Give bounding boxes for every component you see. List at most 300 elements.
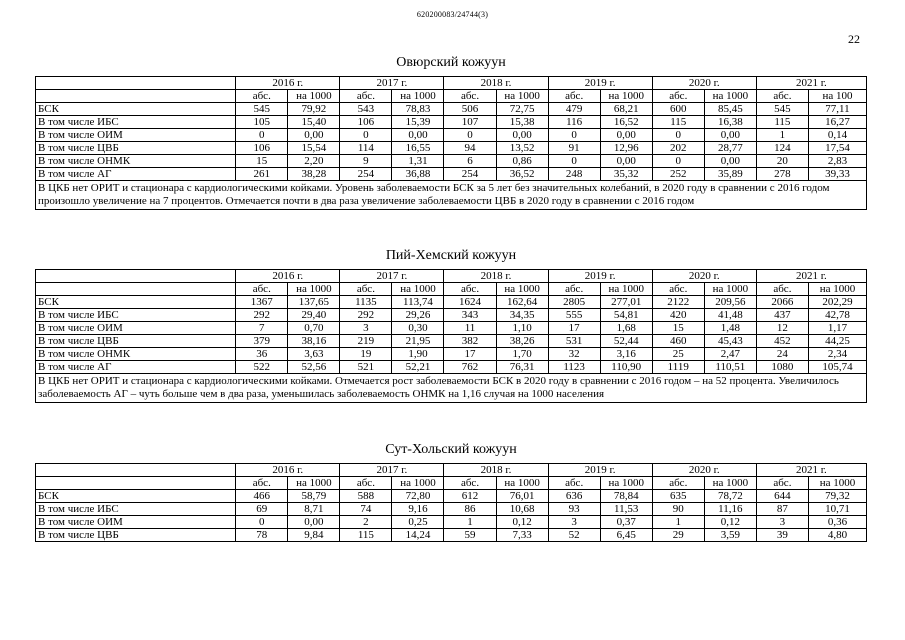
value-cell: 2,83: [808, 155, 866, 168]
subheader-cell: абс.: [444, 283, 496, 296]
value-cell: 72,80: [392, 490, 444, 503]
value-cell: 0: [444, 129, 496, 142]
value-cell: 1367: [236, 296, 288, 309]
value-cell: 0,00: [600, 129, 652, 142]
corner-cell: [36, 283, 236, 296]
value-cell: 0,00: [288, 129, 340, 142]
value-cell: 74: [340, 503, 392, 516]
table-row: [36, 335, 867, 348]
value-cell: 52,44: [600, 335, 652, 348]
value-cell: 1119: [652, 361, 704, 374]
table-row: [36, 296, 867, 309]
value-cell: 115: [652, 116, 704, 129]
value-cell: 2: [340, 516, 392, 529]
value-cell: 545: [236, 103, 288, 116]
value-cell: 17: [548, 322, 600, 335]
subheader-row: [36, 283, 867, 296]
value-cell: 379: [236, 335, 288, 348]
value-cell: 15,54: [288, 142, 340, 155]
value-cell: 460: [652, 335, 704, 348]
value-cell: 38,16: [288, 335, 340, 348]
row-label: В том числе ОНМК: [36, 155, 236, 168]
value-cell: 29,40: [288, 309, 340, 322]
value-cell: 0,12: [704, 516, 756, 529]
document-id: 620200083/24744(3): [416, 10, 489, 19]
subheader-cell: на 1000: [288, 283, 340, 296]
year-header: 2018 г.: [444, 77, 548, 90]
value-cell: 90: [652, 503, 704, 516]
stats-table: [35, 463, 867, 542]
section-title: Сут-Хольский кожуун: [385, 442, 517, 457]
year-header: 2016 г.: [236, 270, 340, 283]
value-cell: 1,17: [808, 322, 866, 335]
section-sut-khol: [35, 441, 867, 542]
value-cell: 11,53: [600, 503, 652, 516]
value-cell: 209,56: [704, 296, 756, 309]
value-cell: 19: [340, 348, 392, 361]
value-cell: 12,96: [600, 142, 652, 155]
value-cell: 35,32: [600, 168, 652, 181]
value-cell: 39,33: [808, 168, 866, 181]
value-cell: 543: [340, 103, 392, 116]
value-cell: 1,10: [496, 322, 548, 335]
value-cell: 34,35: [496, 309, 548, 322]
value-cell: 0,86: [496, 155, 548, 168]
value-cell: 8,71: [288, 503, 340, 516]
subheader-cell: на 1000: [392, 283, 444, 296]
year-header: 2018 г.: [444, 270, 548, 283]
subheader-cell: на 1000: [704, 283, 756, 296]
value-cell: 110,90: [600, 361, 652, 374]
value-cell: 68,21: [600, 103, 652, 116]
note-row: [36, 181, 867, 210]
value-cell: 17,54: [808, 142, 866, 155]
value-cell: 78,72: [704, 490, 756, 503]
value-cell: 555: [548, 309, 600, 322]
table-row: [36, 309, 867, 322]
value-cell: 0,36: [808, 516, 866, 529]
value-cell: 0: [236, 129, 288, 142]
value-cell: 42,78: [808, 309, 866, 322]
year-header: 2021 г.: [756, 270, 866, 283]
year-header: 2021 г.: [756, 464, 866, 477]
corner-cell: [36, 90, 236, 103]
value-cell: 45,43: [704, 335, 756, 348]
row-label: В том числе АГ: [36, 168, 236, 181]
value-cell: 105: [236, 116, 288, 129]
value-cell: 1: [444, 516, 496, 529]
value-cell: 79,92: [288, 103, 340, 116]
row-label: БСК: [36, 490, 236, 503]
value-cell: 1,68: [600, 322, 652, 335]
value-cell: 41,48: [704, 309, 756, 322]
subheader-cell: на 1000: [496, 90, 548, 103]
value-cell: 6,45: [600, 529, 652, 542]
subheader-cell: на 1000: [392, 477, 444, 490]
subheader-cell: на 1000: [808, 477, 866, 490]
row-label: БСК: [36, 103, 236, 116]
year-header: 2016 г.: [236, 77, 340, 90]
table-row: [36, 490, 867, 503]
subheader-cell: на 1000: [808, 283, 866, 296]
value-cell: 25: [652, 348, 704, 361]
value-cell: 9: [340, 155, 392, 168]
value-cell: 635: [652, 490, 704, 503]
table-row: [36, 348, 867, 361]
value-cell: 3: [548, 516, 600, 529]
subheader-cell: абс.: [548, 283, 600, 296]
row-label: В том числе АГ: [36, 361, 236, 374]
value-cell: 0,00: [496, 129, 548, 142]
value-cell: 32: [548, 348, 600, 361]
subheader-cell: абс.: [444, 477, 496, 490]
value-cell: 0,25: [392, 516, 444, 529]
value-cell: 522: [236, 361, 288, 374]
value-cell: 0,37: [600, 516, 652, 529]
value-cell: 76,01: [496, 490, 548, 503]
value-cell: 644: [756, 490, 808, 503]
section-title: Пий-Хемский кожуун: [385, 248, 517, 263]
value-cell: 58,79: [288, 490, 340, 503]
value-cell: 2805: [548, 296, 600, 309]
value-cell: 36,52: [496, 168, 548, 181]
value-cell: 115: [756, 116, 808, 129]
value-cell: 106: [236, 142, 288, 155]
value-cell: 636: [548, 490, 600, 503]
value-cell: 0,70: [288, 322, 340, 335]
value-cell: 261: [236, 168, 288, 181]
value-cell: 2,34: [808, 348, 866, 361]
value-cell: 69: [236, 503, 288, 516]
value-cell: 14,24: [392, 529, 444, 542]
value-cell: 1,48: [704, 322, 756, 335]
value-cell: 600: [652, 103, 704, 116]
corner-cell: [36, 270, 236, 283]
value-cell: 588: [340, 490, 392, 503]
year-header: 2018 г.: [444, 464, 548, 477]
value-cell: 254: [340, 168, 392, 181]
value-cell: 9,84: [288, 529, 340, 542]
value-cell: 38,26: [496, 335, 548, 348]
value-cell: 72,75: [496, 103, 548, 116]
value-cell: 252: [652, 168, 704, 181]
value-cell: 7,33: [496, 529, 548, 542]
subheader-cell: на 1000: [704, 90, 756, 103]
subheader-cell: абс.: [652, 90, 704, 103]
value-cell: 420: [652, 309, 704, 322]
year-header: 2019 г.: [548, 464, 652, 477]
value-cell: 78,83: [392, 103, 444, 116]
value-cell: 3,16: [600, 348, 652, 361]
year-header: 2017 г.: [340, 270, 444, 283]
year-header: 2020 г.: [652, 270, 756, 283]
year-header: 2020 г.: [652, 464, 756, 477]
value-cell: 91: [548, 142, 600, 155]
year-header: 2021 г.: [756, 77, 866, 90]
subheader-cell: на 1000: [288, 477, 340, 490]
value-cell: 531: [548, 335, 600, 348]
subheader-cell: на 1000: [288, 90, 340, 103]
value-cell: 4,80: [808, 529, 866, 542]
value-cell: 9,16: [392, 503, 444, 516]
subheader-cell: абс.: [236, 477, 288, 490]
value-cell: 76,31: [496, 361, 548, 374]
value-cell: 0,30: [392, 322, 444, 335]
year-header: 2016 г.: [236, 464, 340, 477]
value-cell: 77,11: [808, 103, 866, 116]
value-cell: 16,55: [392, 142, 444, 155]
value-cell: 0: [340, 129, 392, 142]
value-cell: 15: [652, 322, 704, 335]
value-cell: 78: [236, 529, 288, 542]
subheader-row: [36, 477, 867, 490]
subheader-cell: абс.: [756, 90, 808, 103]
value-cell: 15: [236, 155, 288, 168]
value-cell: 28,77: [704, 142, 756, 155]
value-cell: 0: [236, 516, 288, 529]
value-cell: 39: [756, 529, 808, 542]
value-cell: 466: [236, 490, 288, 503]
value-cell: 219: [340, 335, 392, 348]
value-cell: 36: [236, 348, 288, 361]
value-cell: 1080: [756, 361, 808, 374]
note-row: [36, 374, 867, 403]
value-cell: 452: [756, 335, 808, 348]
value-cell: 115: [340, 529, 392, 542]
subheader-cell: на 1000: [600, 90, 652, 103]
value-cell: 1135: [340, 296, 392, 309]
table-row: [36, 361, 867, 374]
value-cell: 15,38: [496, 116, 548, 129]
value-cell: 343: [444, 309, 496, 322]
table-row: [36, 142, 867, 155]
value-cell: 35,89: [704, 168, 756, 181]
value-cell: 16,27: [808, 116, 866, 129]
subheader-cell: на 100: [808, 90, 866, 103]
corner-cell: [36, 464, 236, 477]
stats-table: [35, 269, 867, 403]
subheader-cell: на 1000: [600, 477, 652, 490]
value-cell: 0,00: [600, 155, 652, 168]
value-cell: 24: [756, 348, 808, 361]
subheader-cell: на 1000: [600, 283, 652, 296]
value-cell: 29: [652, 529, 704, 542]
value-cell: 6: [444, 155, 496, 168]
value-cell: 114: [340, 142, 392, 155]
value-cell: 0,00: [704, 129, 756, 142]
value-cell: 292: [236, 309, 288, 322]
section-note: В ЦКБ нет ОРИТ и стационара с кардиологическими койками. Отмечается рост заболеваемости БСК в 2020 году в сравнении с 2016 годом – на 52 процента. Увеличилось заболеваемость АГ – чуть больше чем в два раза, уменьшилась заболеваемость ОНМК на 1,16 случая на 1000 населения: [36, 374, 867, 403]
value-cell: 59: [444, 529, 496, 542]
value-cell: 0,12: [496, 516, 548, 529]
subheader-cell: абс.: [652, 477, 704, 490]
value-cell: 0,14: [808, 129, 866, 142]
table-row: [36, 168, 867, 181]
row-label: В том числе ЦВБ: [36, 142, 236, 155]
value-cell: 38,28: [288, 168, 340, 181]
value-cell: 3,63: [288, 348, 340, 361]
value-cell: 105,74: [808, 361, 866, 374]
value-cell: 0,00: [288, 516, 340, 529]
value-cell: 2066: [756, 296, 808, 309]
value-cell: 79,32: [808, 490, 866, 503]
subheader-cell: абс.: [444, 90, 496, 103]
year-header-row: [36, 270, 867, 283]
value-cell: 52: [548, 529, 600, 542]
value-cell: 1123: [548, 361, 600, 374]
row-label: В том числе ОИМ: [36, 516, 236, 529]
row-label: В том числе ЦВБ: [36, 529, 236, 542]
year-header-row: [36, 77, 867, 90]
row-label: В том числе ЦВБ: [36, 335, 236, 348]
subheader-cell: абс.: [756, 283, 808, 296]
value-cell: 3: [340, 322, 392, 335]
value-cell: 7: [236, 322, 288, 335]
value-cell: 16,38: [704, 116, 756, 129]
value-cell: 29,26: [392, 309, 444, 322]
subheader-cell: на 1000: [496, 283, 548, 296]
table-row: [36, 322, 867, 335]
value-cell: 11,16: [704, 503, 756, 516]
value-cell: 10,68: [496, 503, 548, 516]
value-cell: 0: [652, 155, 704, 168]
value-cell: 1624: [444, 296, 496, 309]
page-number: 22: [848, 32, 860, 46]
corner-cell: [36, 477, 236, 490]
value-cell: 13,52: [496, 142, 548, 155]
section-piy-khem: [35, 247, 867, 403]
subheader-cell: абс.: [340, 90, 392, 103]
value-cell: 10,71: [808, 503, 866, 516]
value-cell: 3,59: [704, 529, 756, 542]
year-header: 2017 г.: [340, 77, 444, 90]
row-label: В том числе ИБС: [36, 309, 236, 322]
value-cell: 54,81: [600, 309, 652, 322]
table-row: [36, 503, 867, 516]
value-cell: 162,64: [496, 296, 548, 309]
subheader-cell: абс.: [236, 90, 288, 103]
value-cell: 612: [444, 490, 496, 503]
value-cell: 78,84: [600, 490, 652, 503]
subheader-cell: абс.: [236, 283, 288, 296]
value-cell: 113,74: [392, 296, 444, 309]
table-row: [36, 103, 867, 116]
value-cell: 479: [548, 103, 600, 116]
value-cell: 106: [340, 116, 392, 129]
subheader-row: [36, 90, 867, 103]
value-cell: 124: [756, 142, 808, 155]
year-header: 2017 г.: [340, 464, 444, 477]
subheader-cell: абс.: [548, 477, 600, 490]
value-cell: 36,88: [392, 168, 444, 181]
subheader-cell: на 1000: [496, 477, 548, 490]
value-cell: 11: [444, 322, 496, 335]
table-row: [36, 116, 867, 129]
value-cell: 20: [756, 155, 808, 168]
value-cell: 15,39: [392, 116, 444, 129]
section-ovyur: [35, 54, 867, 210]
value-cell: 0: [652, 129, 704, 142]
value-cell: 762: [444, 361, 496, 374]
value-cell: 3: [756, 516, 808, 529]
corner-cell: [36, 77, 236, 90]
year-header: 2019 г.: [548, 77, 652, 90]
table-row: [36, 129, 867, 142]
value-cell: 202: [652, 142, 704, 155]
stats-table: [35, 76, 867, 210]
row-label: В том числе ОНМК: [36, 348, 236, 361]
subheader-cell: на 1000: [392, 90, 444, 103]
value-cell: 87: [756, 503, 808, 516]
section-note: В ЦКБ нет ОРИТ и стационара с кардиологическими койками. Уровень заболеваемости БСК за 5 лет без значительных колебаний, в 2020 году в сравнении с 2016 годом произошло увеличение на 7 процентов. Отмечается почти в два раза увеличение заболеваемости ЦВБ в 2020 году в сравнении с 2016 годом: [36, 181, 867, 210]
value-cell: 2,47: [704, 348, 756, 361]
row-label: В том числе ИБС: [36, 116, 236, 129]
value-cell: 16,52: [600, 116, 652, 129]
subheader-cell: абс.: [652, 283, 704, 296]
value-cell: 17: [444, 348, 496, 361]
subheader-cell: на 1000: [704, 477, 756, 490]
value-cell: 0: [548, 155, 600, 168]
subheader-cell: абс.: [340, 477, 392, 490]
value-cell: 110,51: [704, 361, 756, 374]
value-cell: 1,90: [392, 348, 444, 361]
table-row: [36, 155, 867, 168]
table-row: [36, 516, 867, 529]
value-cell: 93: [548, 503, 600, 516]
value-cell: 94: [444, 142, 496, 155]
value-cell: 116: [548, 116, 600, 129]
row-label: БСК: [36, 296, 236, 309]
value-cell: 248: [548, 168, 600, 181]
value-cell: 1,70: [496, 348, 548, 361]
year-header-row: [36, 464, 867, 477]
value-cell: 0,00: [392, 129, 444, 142]
value-cell: 545: [756, 103, 808, 116]
value-cell: 1: [756, 129, 808, 142]
value-cell: 521: [340, 361, 392, 374]
value-cell: 1: [652, 516, 704, 529]
value-cell: 0,00: [704, 155, 756, 168]
row-label: В том числе ИБС: [36, 503, 236, 516]
value-cell: 137,65: [288, 296, 340, 309]
row-label: В том числе ОИМ: [36, 322, 236, 335]
row-label: В том числе ОИМ: [36, 129, 236, 142]
value-cell: 292: [340, 309, 392, 322]
value-cell: 506: [444, 103, 496, 116]
value-cell: 86: [444, 503, 496, 516]
value-cell: 107: [444, 116, 496, 129]
value-cell: 382: [444, 335, 496, 348]
section-title: Овюрский кожуун: [396, 55, 506, 70]
subheader-cell: абс.: [548, 90, 600, 103]
value-cell: 15,40: [288, 116, 340, 129]
value-cell: 52,21: [392, 361, 444, 374]
value-cell: 52,56: [288, 361, 340, 374]
year-header: 2020 г.: [652, 77, 756, 90]
value-cell: 2122: [652, 296, 704, 309]
value-cell: 278: [756, 168, 808, 181]
subheader-cell: абс.: [340, 283, 392, 296]
subheader-cell: абс.: [756, 477, 808, 490]
value-cell: 44,25: [808, 335, 866, 348]
value-cell: 437: [756, 309, 808, 322]
value-cell: 202,29: [808, 296, 866, 309]
value-cell: 277,01: [600, 296, 652, 309]
value-cell: 1,31: [392, 155, 444, 168]
table-row: [36, 529, 867, 542]
value-cell: 254: [444, 168, 496, 181]
year-header: 2019 г.: [548, 270, 652, 283]
